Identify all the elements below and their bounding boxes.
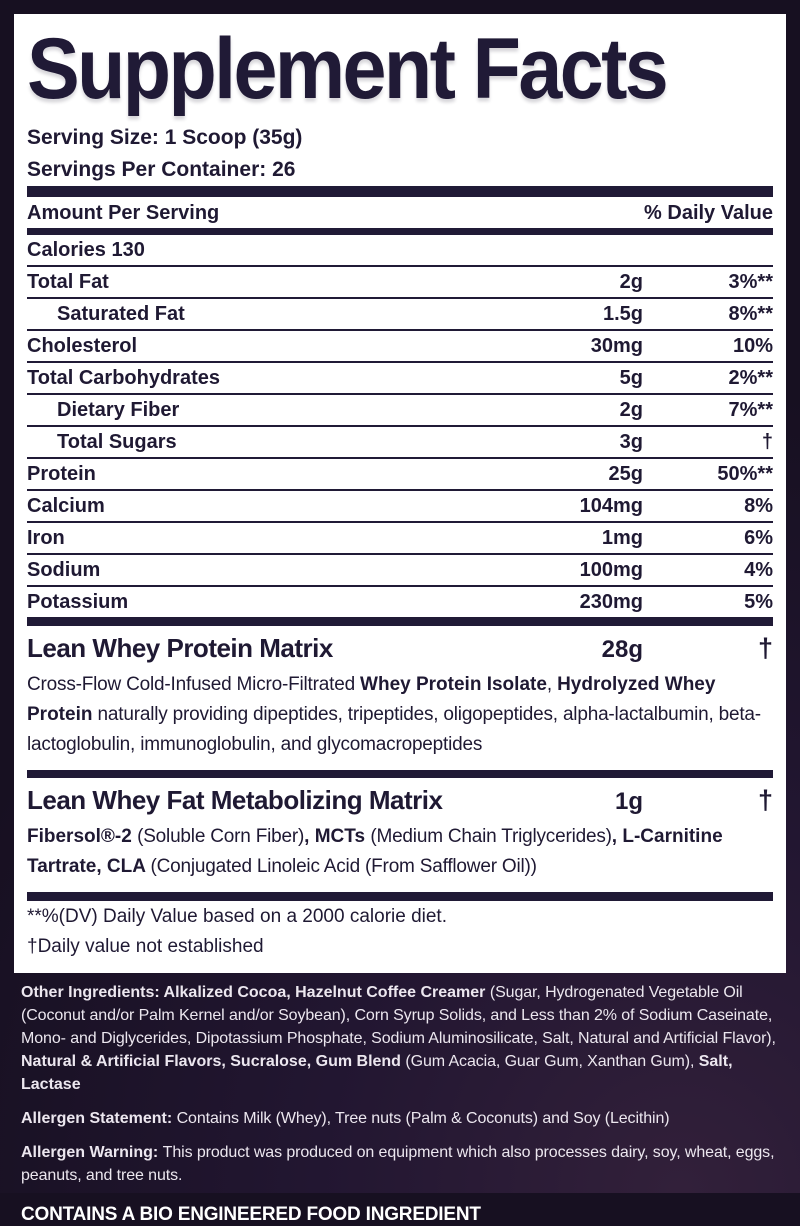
- nutrient-row-protein: [27, 459, 773, 491]
- nutrient-dv: 6%: [744, 526, 773, 549]
- nutrient-amount: 1.5g: [602, 302, 643, 325]
- nutrient-dv: 4%: [744, 558, 773, 581]
- other-ingredients: Other Ingredients: Alkalized Cocoa, Hazelnut Coffee Creamer (Sugar, Hydrogenated Vegetable Oil (Coconut and/or Palm Kernel and/or Soybean), Corn Syrup Solids, and Less than 2% of Sodium Caseinate, Mono- and Diglycerides, Dipotassium Phosphate, Sodium Aluminosilicate, Salt, Natural and Artificial Flavor), Natural & Artificial Flavors, Sucralose, Gum Blend (Gum Acacia, Guar Gum, Xanthan Gum), Salt, Lactase: [21, 983, 776, 1093]
- matrix-amount: 28g: [601, 635, 643, 663]
- nutrient-name: Potassium: [27, 590, 129, 613]
- nutrient-dv: 8%**: [728, 302, 773, 325]
- footnote-daily-value: **%(DV) Daily Value based on a 2000 calorie diet.: [27, 905, 447, 927]
- nutrient-row-calcium: [27, 491, 773, 523]
- nutrient-row-saturated-fat: [27, 299, 773, 331]
- nutrient-name: Protein: [27, 462, 96, 485]
- nutrient-amount: 100mg: [579, 558, 643, 581]
- calories-row: [27, 235, 773, 267]
- nutrient-amount: 3g: [619, 430, 643, 453]
- daily-value-header: % Daily Value: [644, 201, 773, 224]
- nutrient-amount: 25g: [608, 462, 643, 485]
- nutrient-name: Calcium: [27, 494, 105, 517]
- nutrient-dv: 5%: [744, 590, 773, 613]
- amount-per-serving-header: Amount Per Serving: [27, 201, 220, 224]
- nutrient-row-iron: [27, 523, 773, 555]
- nutrient-row-potassium: [27, 587, 773, 617]
- matrix-title: Lean Whey Protein Matrix: [27, 632, 333, 663]
- serving-size: Serving Size: 1 Scoop (35g): [27, 125, 303, 149]
- allergen-warning: Allergen Warning: This product was produced on equipment which also processes dairy, soy, wheat, eggs, peanuts, and tree nuts.: [21, 1143, 775, 1184]
- nutrient-row-sodium: [27, 555, 773, 587]
- matrix-amount: 1g: [614, 787, 643, 815]
- nutrient-dv: †: [761, 430, 773, 453]
- nutrient-row-total-carbohydrates: [27, 363, 773, 395]
- nutrient-name: Dietary Fiber: [57, 398, 180, 421]
- divider-medium-header: [27, 228, 773, 235]
- servings-per-container: Servings Per Container: 26: [27, 157, 296, 181]
- nutrient-dv: 7%**: [728, 398, 773, 421]
- bioengineered-disclosure: CONTAINS A BIO ENGINEERED FOOD INGREDIENT: [21, 1203, 481, 1225]
- matrix-description-fat: Fibersol®-2 (Soluble Corn Fiber), MCTs (Medium Chain Triglycerides), L-Carnitine Tartrate, CLA (Conjugated Linoleic Acid (From Safflower Oil)): [27, 825, 723, 877]
- allergen-statement: Allergen Statement: Contains Milk (Whey), Tree nuts (Palm & Coconuts) and Soy (Lecithin): [21, 1109, 670, 1127]
- footnote-not-established: †Daily value not established: [27, 935, 264, 957]
- nutrient-name: Total Carbohydrates: [27, 366, 220, 389]
- nutrient-name: Cholesterol: [27, 334, 138, 357]
- nutrient-name: Iron: [27, 526, 65, 549]
- nutrient-amount: 230mg: [579, 590, 643, 613]
- nutrient-amount: 30mg: [590, 334, 643, 357]
- column-header-row: [27, 197, 773, 228]
- calories-label: Calories 130: [27, 238, 145, 261]
- supplement-facts-panel: [14, 14, 786, 973]
- nutrient-amount: 2g: [619, 398, 643, 421]
- nutrient-name: Sodium: [27, 558, 101, 581]
- nutrient-dv: 3%**: [728, 270, 773, 293]
- nutrient-row-dietary-fiber: [27, 395, 773, 427]
- nutrient-amount: 104mg: [579, 494, 643, 517]
- matrix-description-protein: Cross-Flow Cold-Infused Micro-Filtrated Whey Protein Isolate, Hydrolyzed Whey Protein naturally providing dipeptides, tripeptides, oligopeptides, alpha-lactalbumin, beta-lactoglobulin, immunoglobulin, and glycomacropeptides: [27, 673, 761, 755]
- matrix-row-protein: [27, 626, 773, 668]
- nutrient-row-total-fat: [27, 267, 773, 299]
- matrix-dv-dagger: †: [757, 632, 773, 663]
- nutrient-dv: 8%: [744, 494, 773, 517]
- matrix-title: Lean Whey Fat Metabolizing Matrix: [27, 784, 443, 815]
- matrix-dv-dagger: †: [757, 784, 773, 815]
- matrix-row-fat-metabolizing: [27, 778, 773, 820]
- nutrient-name: Saturated Fat: [57, 302, 185, 325]
- nutrient-row-cholesterol: [27, 331, 773, 363]
- divider-thick-protein-matrix: [27, 617, 773, 626]
- panel-title: Supplement Facts: [27, 20, 667, 118]
- nutrient-dv: 50%**: [717, 462, 773, 485]
- divider-thick-fat-matrix: [27, 770, 773, 778]
- nutrient-name: Total Sugars: [57, 430, 177, 453]
- nutrient-name: Total Fat: [27, 270, 109, 293]
- nutrient-dv: 2%**: [728, 366, 773, 389]
- divider-thick-footnotes: [27, 892, 773, 901]
- nutrient-amount: 5g: [619, 366, 643, 389]
- bottom-info-section: [14, 973, 786, 1226]
- nutrient-dv: 10%: [732, 334, 773, 357]
- divider-thick-top: [27, 186, 773, 197]
- nutrient-amount: 2g: [619, 270, 643, 293]
- nutrient-row-total-sugars: [27, 427, 773, 459]
- nutrient-amount: 1mg: [601, 526, 643, 549]
